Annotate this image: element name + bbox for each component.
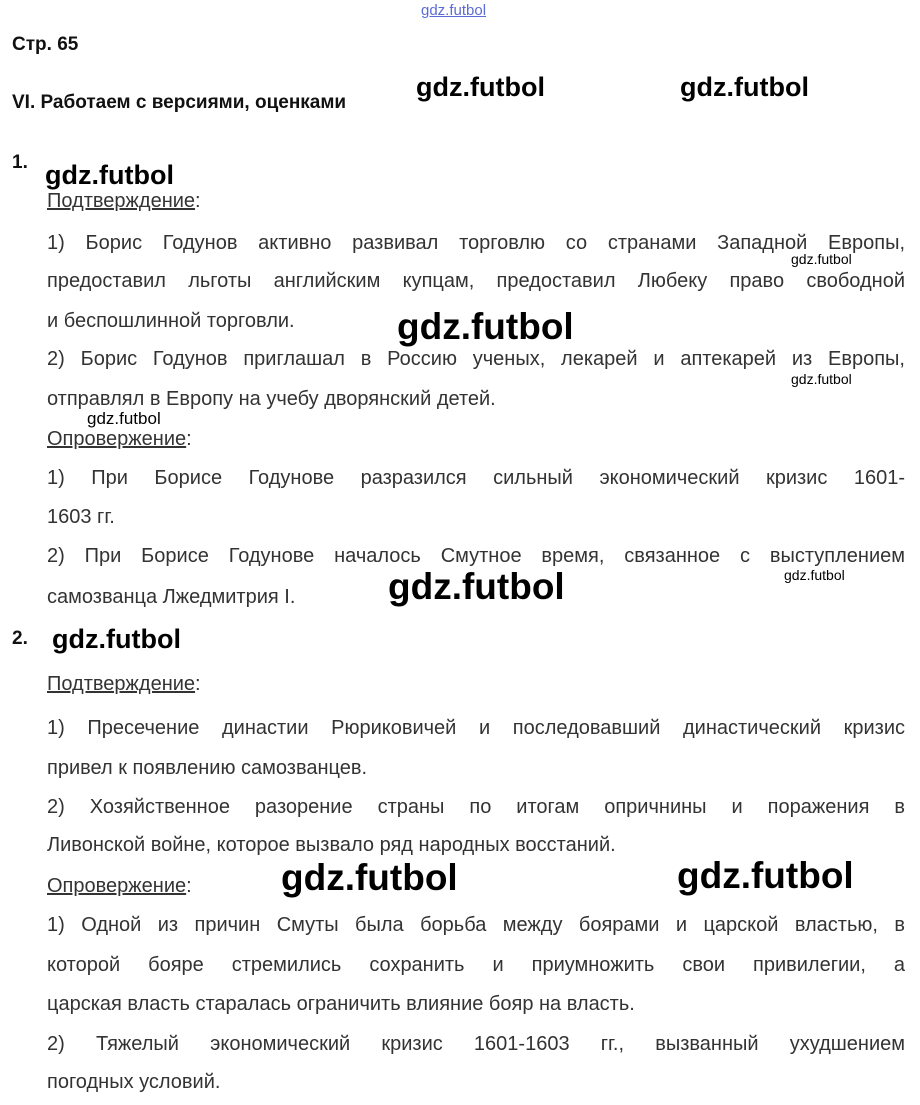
text-line: предоставил льготы английским купцам, предоставил Любеку право свободной	[47, 270, 905, 292]
watermark: gdz.futbol	[52, 624, 181, 654]
refute-heading	[47, 875, 192, 898]
colon: :	[195, 673, 201, 695]
watermark: gdz.futbol	[87, 409, 161, 428]
text-line: 2) Борис Годунов приглашал в Россию ученых, лекарей и аптекарей из Европы,	[47, 348, 905, 370]
watermark: gdz.futbol	[388, 566, 565, 607]
watermark: gdz.futbol	[281, 857, 458, 898]
text-line: 2) Тяжелый экономический кризис 1601-1603 гг., вызванный ухудшением	[47, 1033, 905, 1055]
text-line: 1) Одной из причин Смуты была борьба между боярами и царской властью, в	[47, 914, 905, 936]
confirm-label: Подтверждение	[47, 673, 196, 695]
text-line: которой бояре стремились сохранить и приумножить свои привилегии, а	[47, 954, 905, 976]
watermark: gdz.futbol	[784, 567, 845, 583]
text-line: царская власть старалась ограничить влияние бояр на власть.	[47, 993, 635, 1015]
watermark: gdz.futbol	[45, 160, 174, 190]
watermark: gdz.futbol	[680, 72, 809, 102]
colon: :	[186, 875, 192, 897]
text-line: 1) Борис Годунов активно развивал торговлю со странами Западной Европы,	[47, 232, 905, 254]
confirm-heading	[47, 190, 201, 213]
text-line: отправлял в Европу на учебу дворянский детей.	[47, 388, 496, 410]
text-line: 1603 гг.	[47, 506, 115, 528]
refute-heading	[47, 428, 192, 451]
colon: :	[186, 428, 192, 450]
text-line: самозванца Лжедмитрия I.	[47, 586, 296, 608]
text-line: 2) При Борисе Годунове началось Смутное время, связанное с выступлением	[47, 545, 905, 567]
confirm-label: Подтверждение	[47, 190, 196, 212]
text-line: погодных условий.	[47, 1071, 221, 1093]
watermark: gdz.futbol	[397, 306, 574, 347]
text-line: Ливонской войне, которое вызвало ряд народных восстаний.	[47, 834, 616, 856]
refute-label: Опровержение	[47, 875, 187, 897]
watermark-top: gdz.futbol	[421, 2, 487, 19]
text-line: 1) При Борисе Годунове разразился сильный экономический кризис 1601-	[47, 467, 905, 489]
confirm-heading	[47, 673, 201, 696]
page-title: Стр. 65	[12, 34, 79, 55]
question-number: 2.	[12, 628, 28, 649]
text-line: 1) Пресечение династии Рюриковичей и последовавший династический кризис	[47, 717, 905, 739]
watermark: gdz.futbol	[416, 72, 545, 102]
watermark: gdz.futbol	[791, 251, 852, 267]
text-line: и беспошлинной торговли.	[47, 310, 295, 332]
text-line: привел к появлению самозванцев.	[47, 757, 368, 779]
watermark: gdz.futbol	[677, 855, 854, 896]
question-number: 1.	[12, 152, 28, 173]
section-title: VI. Работаем с версиями, оценками	[12, 92, 347, 113]
watermark: gdz.futbol	[791, 371, 852, 387]
text-line: 2) Хозяйственное разорение страны по итогам опричнины и поражения в	[47, 796, 905, 818]
colon: :	[195, 190, 201, 212]
refute-label: Опровержение	[47, 428, 187, 450]
